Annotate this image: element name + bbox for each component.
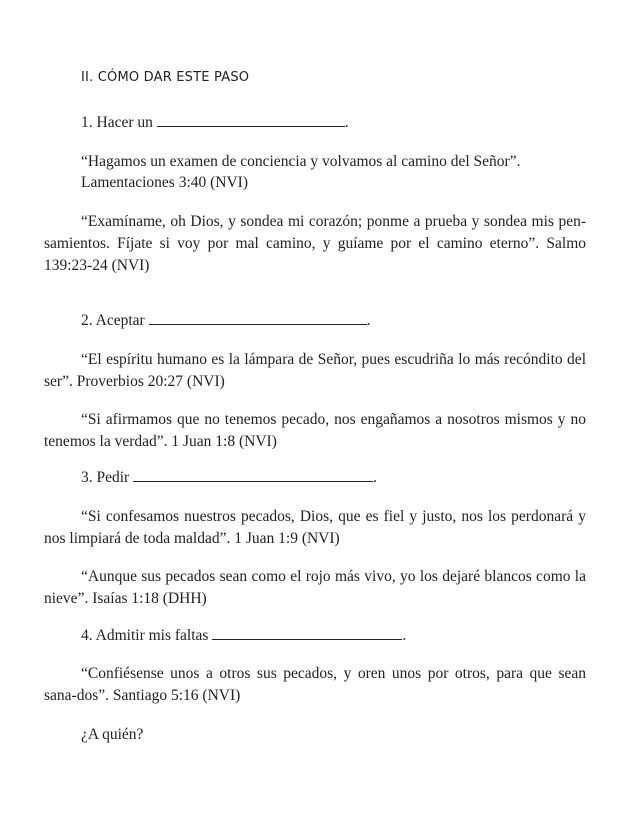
step-3-label: 3. Pedir [81,469,130,486]
step-4 [81,625,406,647]
quote-3: “El espíritu humano es la lámpara de Señor, pues escudriña lo más recóndito del ser”. Proverbios 20:27 (NVI) [44,351,586,390]
step-1-blank[interactable] [157,112,345,127]
step-1-end: . [344,114,349,131]
quote-5: “Si confesamos nuestros pecados, Dios, que es fiel y justo, nos los perdonará y nos limpiará de toda maldad”. 1 Juan 1:9 (NVI) [44,508,586,547]
quote-2: “Examíname, oh Dios, y sondea mi corazón; ponme a prueba y sondea mis pen-samientos. Fíjate si voy por mal camino, y guíame por el camino eterno”. Salmo 139:23-24 (NVI) [44,213,586,274]
step-1 [81,112,349,134]
step-1-label: 1. Hacer un [81,114,153,131]
step-4-end: . [402,627,407,644]
step-3-blank[interactable] [133,467,373,482]
quote-7: “Confiésense unos a otros sus pecados, y oren unos por otros, para que sean sana-dos”. Santiago 5:16 (NVI) [44,665,586,704]
question: ¿A quién? [81,726,144,743]
step-4-blank[interactable] [212,625,402,640]
section-heading: II. CÓMO DAR ESTE PASO [81,70,250,85]
step-2-end: . [366,312,371,329]
quote-1-line-1: “Hagamos un examen de conciencia y volvamos al camino del Señor”. [81,153,521,170]
step-2-label: 2. Aceptar [81,312,145,329]
quote-4: “Si afirmamos que no tenemos pecado, nos engañamos a nosotros mismos y no tenemos la verdad”. 1 Juan 1:8 (NVI) [44,411,586,450]
step-3-end: . [373,469,377,486]
quote-1-line-2: Lamentaciones 3:40 (NVI) [81,174,248,191]
step-3 [81,467,377,489]
quote-6: “Aunque sus pecados sean como el rojo más vivo, yo los dejaré blancos como la nieve”. Isaías 1:18 (DHH) [44,568,586,607]
step-2-blank[interactable] [149,310,367,325]
step-2 [81,310,370,332]
step-4-label: 4. Admitir mis faltas [81,627,209,644]
